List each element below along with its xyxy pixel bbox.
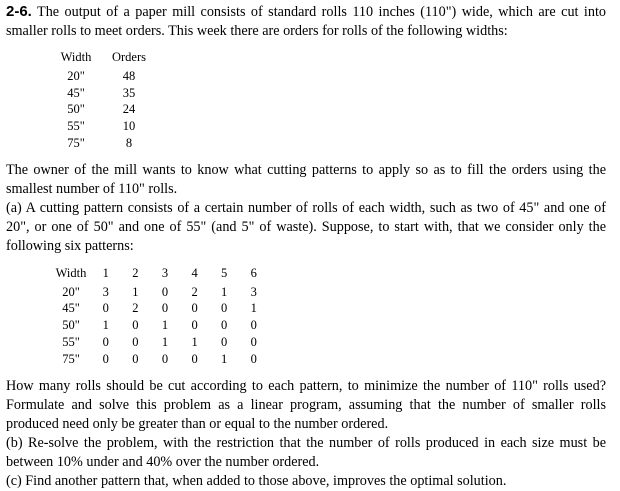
table-row	[51, 284, 269, 301]
pattern-cell: 0	[102, 301, 109, 316]
width-cell: 45"	[67, 85, 85, 100]
width-cell: 55"	[62, 334, 80, 349]
paragraph-part-b: (b) Re-solve the problem, with the restriction that the number of rolls produced in each size must be between 10% under and 40% over the number ordered.	[6, 434, 606, 470]
pattern-number: 6	[250, 265, 257, 280]
pattern-cell: 1	[221, 284, 228, 299]
pattern-cell: 0	[161, 351, 169, 366]
table-row	[56, 118, 162, 135]
paragraph-owner: The owner of the mill wants to know what cutting patterns to apply so as to fill the orders using the smallest number of 110" rolls.	[6, 161, 606, 197]
pattern-cell: 0	[191, 351, 198, 366]
orders-cell: 8	[125, 135, 133, 150]
table-row	[56, 135, 162, 152]
paragraph-part-a: (a) A cutting pattern consists of a certain number of rolls of each width, such as two of 45" and one of 20", or one of 50" and one of 55" (and 5" of waste). Suppose, to start with, that we consider only the following six patterns:	[6, 199, 606, 254]
width-cell: 75"	[67, 135, 85, 150]
width-cell: 50"	[67, 102, 85, 117]
patterns-header-width: Width	[55, 265, 87, 280]
width-cell: 75"	[62, 351, 80, 366]
pattern-cell: 0	[221, 334, 228, 349]
width-cell: 20"	[67, 68, 85, 83]
pattern-cell: 1	[132, 284, 139, 299]
pattern-cell: 2	[132, 301, 139, 316]
pattern-cell: 2	[191, 284, 198, 299]
problem-number: 2-6.	[6, 3, 32, 20]
pattern-cell: 0	[221, 301, 228, 316]
pattern-cell: 1	[102, 318, 109, 333]
orders-header-width: Width	[60, 50, 92, 64]
table-row	[51, 317, 269, 334]
problem-intro-text: The output of a paper mill consists of standard rolls 110 inches (110") wide, which are cut into smaller rolls to meet orders. This week there are orders for rolls of the following widths:	[6, 4, 606, 39]
table-row	[51, 300, 269, 317]
orders-cell: 35	[122, 85, 136, 100]
pattern-cell: 0	[132, 351, 139, 366]
table-row	[56, 68, 162, 85]
width-cell: 20"	[62, 284, 80, 299]
table-row	[51, 351, 269, 368]
orders-header-orders: Orders	[111, 50, 146, 64]
pattern-cell: 3	[102, 284, 109, 299]
paragraph-part-c: (c) Find another pattern that, when added to those above, improves the optimal solution.	[6, 472, 507, 489]
problem-intro	[6, 2, 606, 41]
pattern-number: 4	[191, 265, 198, 280]
pattern-cell: 1	[221, 351, 228, 366]
table-row	[56, 101, 162, 118]
pattern-cell: 0	[191, 318, 198, 333]
pattern-number: 3	[161, 265, 169, 280]
pattern-number: 5	[221, 265, 228, 280]
pattern-cell: 0	[250, 334, 257, 349]
table-row	[51, 334, 269, 351]
pattern-cell: 0	[132, 334, 139, 349]
pattern-cell: 1	[191, 334, 198, 349]
pattern-cell: 1	[161, 334, 169, 349]
pattern-number: 1	[102, 265, 109, 280]
paragraph-question: How many rolls should be cut according to each pattern, to minimize the number of 110" rolls used? Formulate and solve this problem as a linear program, assuming that the number of smaller rolls produced need only be greater than or equal to the number ordered.	[6, 377, 606, 432]
pattern-cell: 0	[250, 318, 257, 333]
patterns-table-header	[51, 265, 269, 284]
orders-cell: 10	[122, 119, 136, 134]
pattern-cell: 0	[132, 318, 139, 333]
orders-table	[56, 49, 162, 152]
orders-cell: 48	[122, 68, 136, 83]
problem-page	[6, 2, 606, 491]
width-cell: 45"	[62, 301, 80, 316]
pattern-cell: 1	[161, 318, 169, 333]
pattern-number: 2	[132, 265, 139, 280]
orders-cell: 24	[122, 102, 136, 117]
pattern-cell: 0	[102, 351, 109, 366]
table-row	[56, 85, 162, 102]
pattern-cell: 1	[250, 301, 257, 316]
pattern-cell: 0	[161, 284, 169, 299]
pattern-cell: 0	[250, 351, 257, 366]
pattern-cell: 0	[221, 318, 228, 333]
width-cell: 55"	[67, 119, 85, 134]
patterns-table	[51, 265, 269, 368]
width-cell: 50"	[62, 318, 80, 333]
pattern-cell: 3	[250, 284, 257, 299]
pattern-cell: 0	[191, 301, 198, 316]
orders-table-header	[56, 49, 162, 68]
pattern-cell: 0	[102, 334, 109, 349]
pattern-cell: 0	[161, 301, 169, 316]
